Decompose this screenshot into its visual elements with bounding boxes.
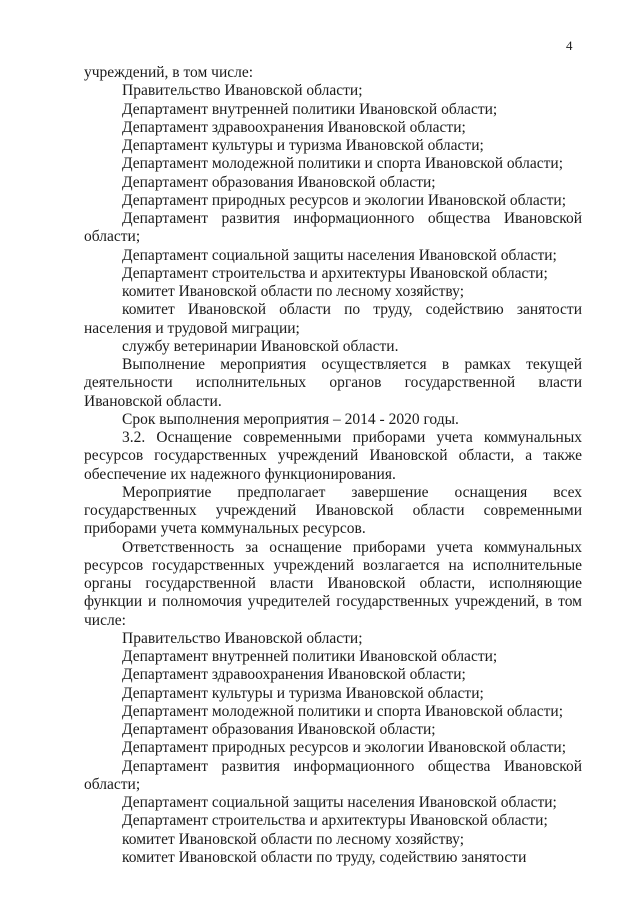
paragraph: 3.2. Оснащение современными приборами учета коммунальных ресурсов государственных учреждений Ивановской области, а также обеспечение их надежного функционирования.	[84, 429, 582, 483]
paragraph: Ответственность за оснащение приборами учета коммунальных ресурсов государственных учреждений возлагается на исполнительные органы государственной власти Ивановской области, исполняющие функции и полномочия учредителей государственных учреждений, в том числе:	[84, 538, 582, 629]
paragraph: Департамент молодежной политики и спорта Ивановской области;	[122, 702, 564, 720]
paragraph: Департамент строительства и архитектуры Ивановской области;	[122, 812, 548, 830]
paragraph: Срок выполнения мероприятия – 2014 - 2020 годы.	[122, 410, 459, 428]
paragraph: комитет Ивановской области по лесному хозяйству;	[122, 283, 465, 300]
paragraph: Департамент природных ресурсов и экологии Ивановской области;	[122, 739, 567, 757]
paragraph: учреждений, в том числе:	[84, 64, 254, 81]
paragraph: Департамент развития информационного общества Ивановской области;	[84, 757, 582, 793]
paragraph: Департамент развития информационного общества Ивановской области;	[84, 210, 582, 246]
paragraph: Департамент образования Ивановской области;	[122, 721, 436, 738]
paragraph: комитет Ивановской области по труду, содействию занятости населения и трудовой миграции;	[84, 301, 582, 337]
paragraph: Департамент социальной защиты населения Ивановской области;	[122, 246, 557, 264]
document-body	[84, 64, 582, 867]
paragraph: Департамент культуры и туризма Ивановской области;	[122, 137, 484, 154]
paragraph: службу ветеринарии Ивановской области.	[122, 337, 399, 355]
paragraph: Департамент природных ресурсов и экологии Ивановской области;	[122, 191, 567, 209]
paragraph: Департамент социальной защиты населения Ивановской области;	[122, 794, 557, 811]
paragraph: Департамент внутренней политики Ивановской области;	[122, 100, 498, 118]
paragraph: Департамент образования Ивановской области;	[122, 173, 436, 191]
paragraph: Правительство Ивановской области;	[122, 82, 363, 100]
paragraph: Департамент молодежной политики и спорта Ивановской области;	[122, 155, 564, 173]
paragraph: Департамент здравоохранения Ивановской области;	[122, 666, 466, 684]
paragraph: Правительство Ивановской области;	[122, 629, 363, 647]
paragraph: комитет Ивановской области по труду, содействию занятости	[122, 848, 527, 866]
page-number: 4	[566, 38, 573, 53]
paragraph: Департамент здравоохранения Ивановской области;	[122, 118, 466, 136]
paragraph: комитет Ивановской области по лесному хозяйству;	[122, 830, 465, 848]
paragraph: Департамент культуры и туризма Ивановской области;	[122, 684, 484, 702]
paragraph: Департамент внутренней политики Ивановской области;	[122, 648, 498, 665]
paragraph: Выполнение мероприятия осуществляется в рамках текущей деятельности исполнительных органов государственной власти Ивановской области.	[84, 356, 582, 410]
paragraph: Департамент строительства и архитектуры Ивановской области;	[122, 264, 548, 282]
paragraph: Мероприятие предполагает завершение оснащения всех государственных учреждений Ивановской области современными приборами учета коммунальных ресурсов.	[84, 483, 582, 538]
